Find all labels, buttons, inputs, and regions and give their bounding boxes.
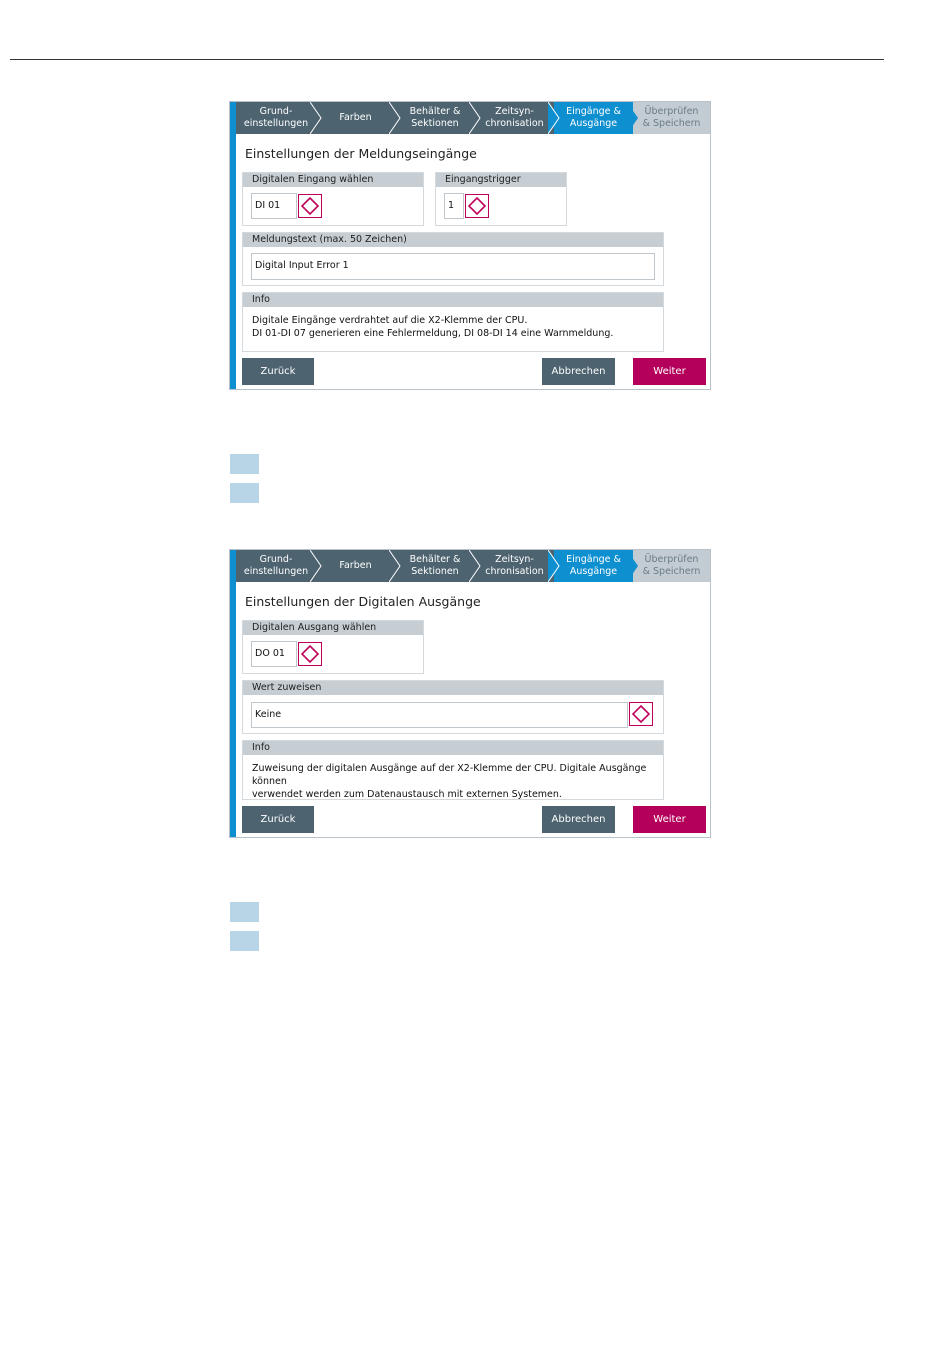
step-marker	[230, 902, 259, 922]
message-text-group	[242, 232, 664, 286]
chevron-right-icon	[469, 550, 481, 582]
digital-output-value[interactable]: DO 01	[251, 641, 297, 667]
accent-bar	[230, 102, 236, 389]
up-down-spinner-icon[interactable]	[629, 702, 653, 726]
wizard-steps	[236, 550, 710, 582]
wizard-step-time-sync[interactable]: Zeitsyn- chronisation	[475, 102, 554, 134]
info-box	[242, 292, 664, 352]
cancel-button[interactable]: Abbrechen	[542, 358, 615, 385]
back-button[interactable]: Zurück	[242, 806, 314, 833]
accent-bar	[230, 550, 236, 837]
chevron-right-icon	[548, 550, 560, 582]
chevron-right-icon	[548, 102, 560, 134]
field-label: Wert zuweisen	[243, 681, 663, 695]
up-down-spinner-icon[interactable]	[298, 642, 322, 666]
page-title: Einstellungen der Digitalen Ausgänge	[245, 594, 481, 609]
input-trigger-group	[435, 172, 567, 226]
screen-message-inputs	[229, 101, 711, 390]
page-title: Einstellungen der Meldungseingänge	[245, 146, 477, 161]
page-header-rule	[10, 59, 884, 60]
up-down-spinner-icon[interactable]	[465, 194, 489, 218]
wizard-step-colors[interactable]: Farben	[316, 550, 395, 582]
field-label: Meldungstext (max. 50 Zeichen)	[243, 233, 663, 247]
step-marker	[230, 931, 259, 951]
wizard-step-inputs-outputs[interactable]: Eingänge & Ausgänge	[554, 102, 633, 134]
input-trigger-value[interactable]: 1	[444, 193, 464, 219]
wizard-step-time-sync[interactable]: Zeitsyn- chronisation	[475, 550, 554, 582]
info-text: Zuweisung der digitalen Ausgänge auf der X2-Klemme der CPU. Digitale Ausgänge können verwendet werden zum Datenaustausch mit externen Systemen.	[252, 763, 647, 800]
chevron-right-icon	[627, 550, 639, 582]
wizard-step-basic-settings[interactable]: Grund- einstellungen	[236, 550, 316, 582]
cancel-button[interactable]: Abbrechen	[542, 806, 615, 833]
chevron-right-icon	[389, 550, 401, 582]
back-button[interactable]: Zurück	[242, 358, 314, 385]
wizard-step-basic-settings[interactable]: Grund- einstellungen	[236, 102, 316, 134]
wizard-step-containers[interactable]: Behälter & Sektionen	[395, 550, 475, 582]
digital-output-group	[242, 620, 424, 674]
info-box	[242, 740, 664, 800]
wizard-steps	[236, 102, 710, 134]
digital-input-group	[242, 172, 424, 226]
field-label: Eingangstrigger	[436, 173, 566, 187]
step-marker	[230, 483, 259, 503]
next-button[interactable]: Weiter	[633, 806, 706, 833]
assign-value-select[interactable]: Keine	[251, 702, 628, 728]
info-text: Digitale Eingänge verdrahtet auf die X2-Klemme der CPU. DI 01-DI 07 generieren eine Fehlermeldung, DI 08-DI 14 eine Warnmeldung.	[252, 315, 614, 339]
chevron-right-icon	[469, 102, 481, 134]
chevron-right-icon	[310, 550, 322, 582]
wizard-step-inputs-outputs[interactable]: Eingänge & Ausgänge	[554, 550, 633, 582]
assign-value-group	[242, 680, 664, 734]
wizard-step-colors[interactable]: Farben	[316, 102, 395, 134]
message-text-input[interactable]: Digital Input Error 1	[251, 253, 655, 280]
next-button[interactable]: Weiter	[633, 358, 706, 385]
field-label: Digitalen Eingang wählen	[243, 173, 423, 187]
chevron-right-icon	[389, 102, 401, 134]
field-label: Digitalen Ausgang wählen	[243, 621, 423, 635]
info-label: Info	[243, 741, 663, 755]
wizard-step-review-save[interactable]: Überprüfen & Speichern	[633, 102, 710, 134]
info-label: Info	[243, 293, 663, 307]
wizard-step-review-save[interactable]: Überprüfen & Speichern	[633, 550, 710, 582]
wizard-step-containers[interactable]: Behälter & Sektionen	[395, 102, 475, 134]
chevron-right-icon	[627, 102, 639, 134]
step-marker	[230, 454, 259, 474]
up-down-spinner-icon[interactable]	[298, 194, 322, 218]
screen-digital-outputs	[229, 549, 711, 838]
chevron-right-icon	[310, 102, 322, 134]
digital-input-value[interactable]: DI 01	[251, 193, 297, 219]
